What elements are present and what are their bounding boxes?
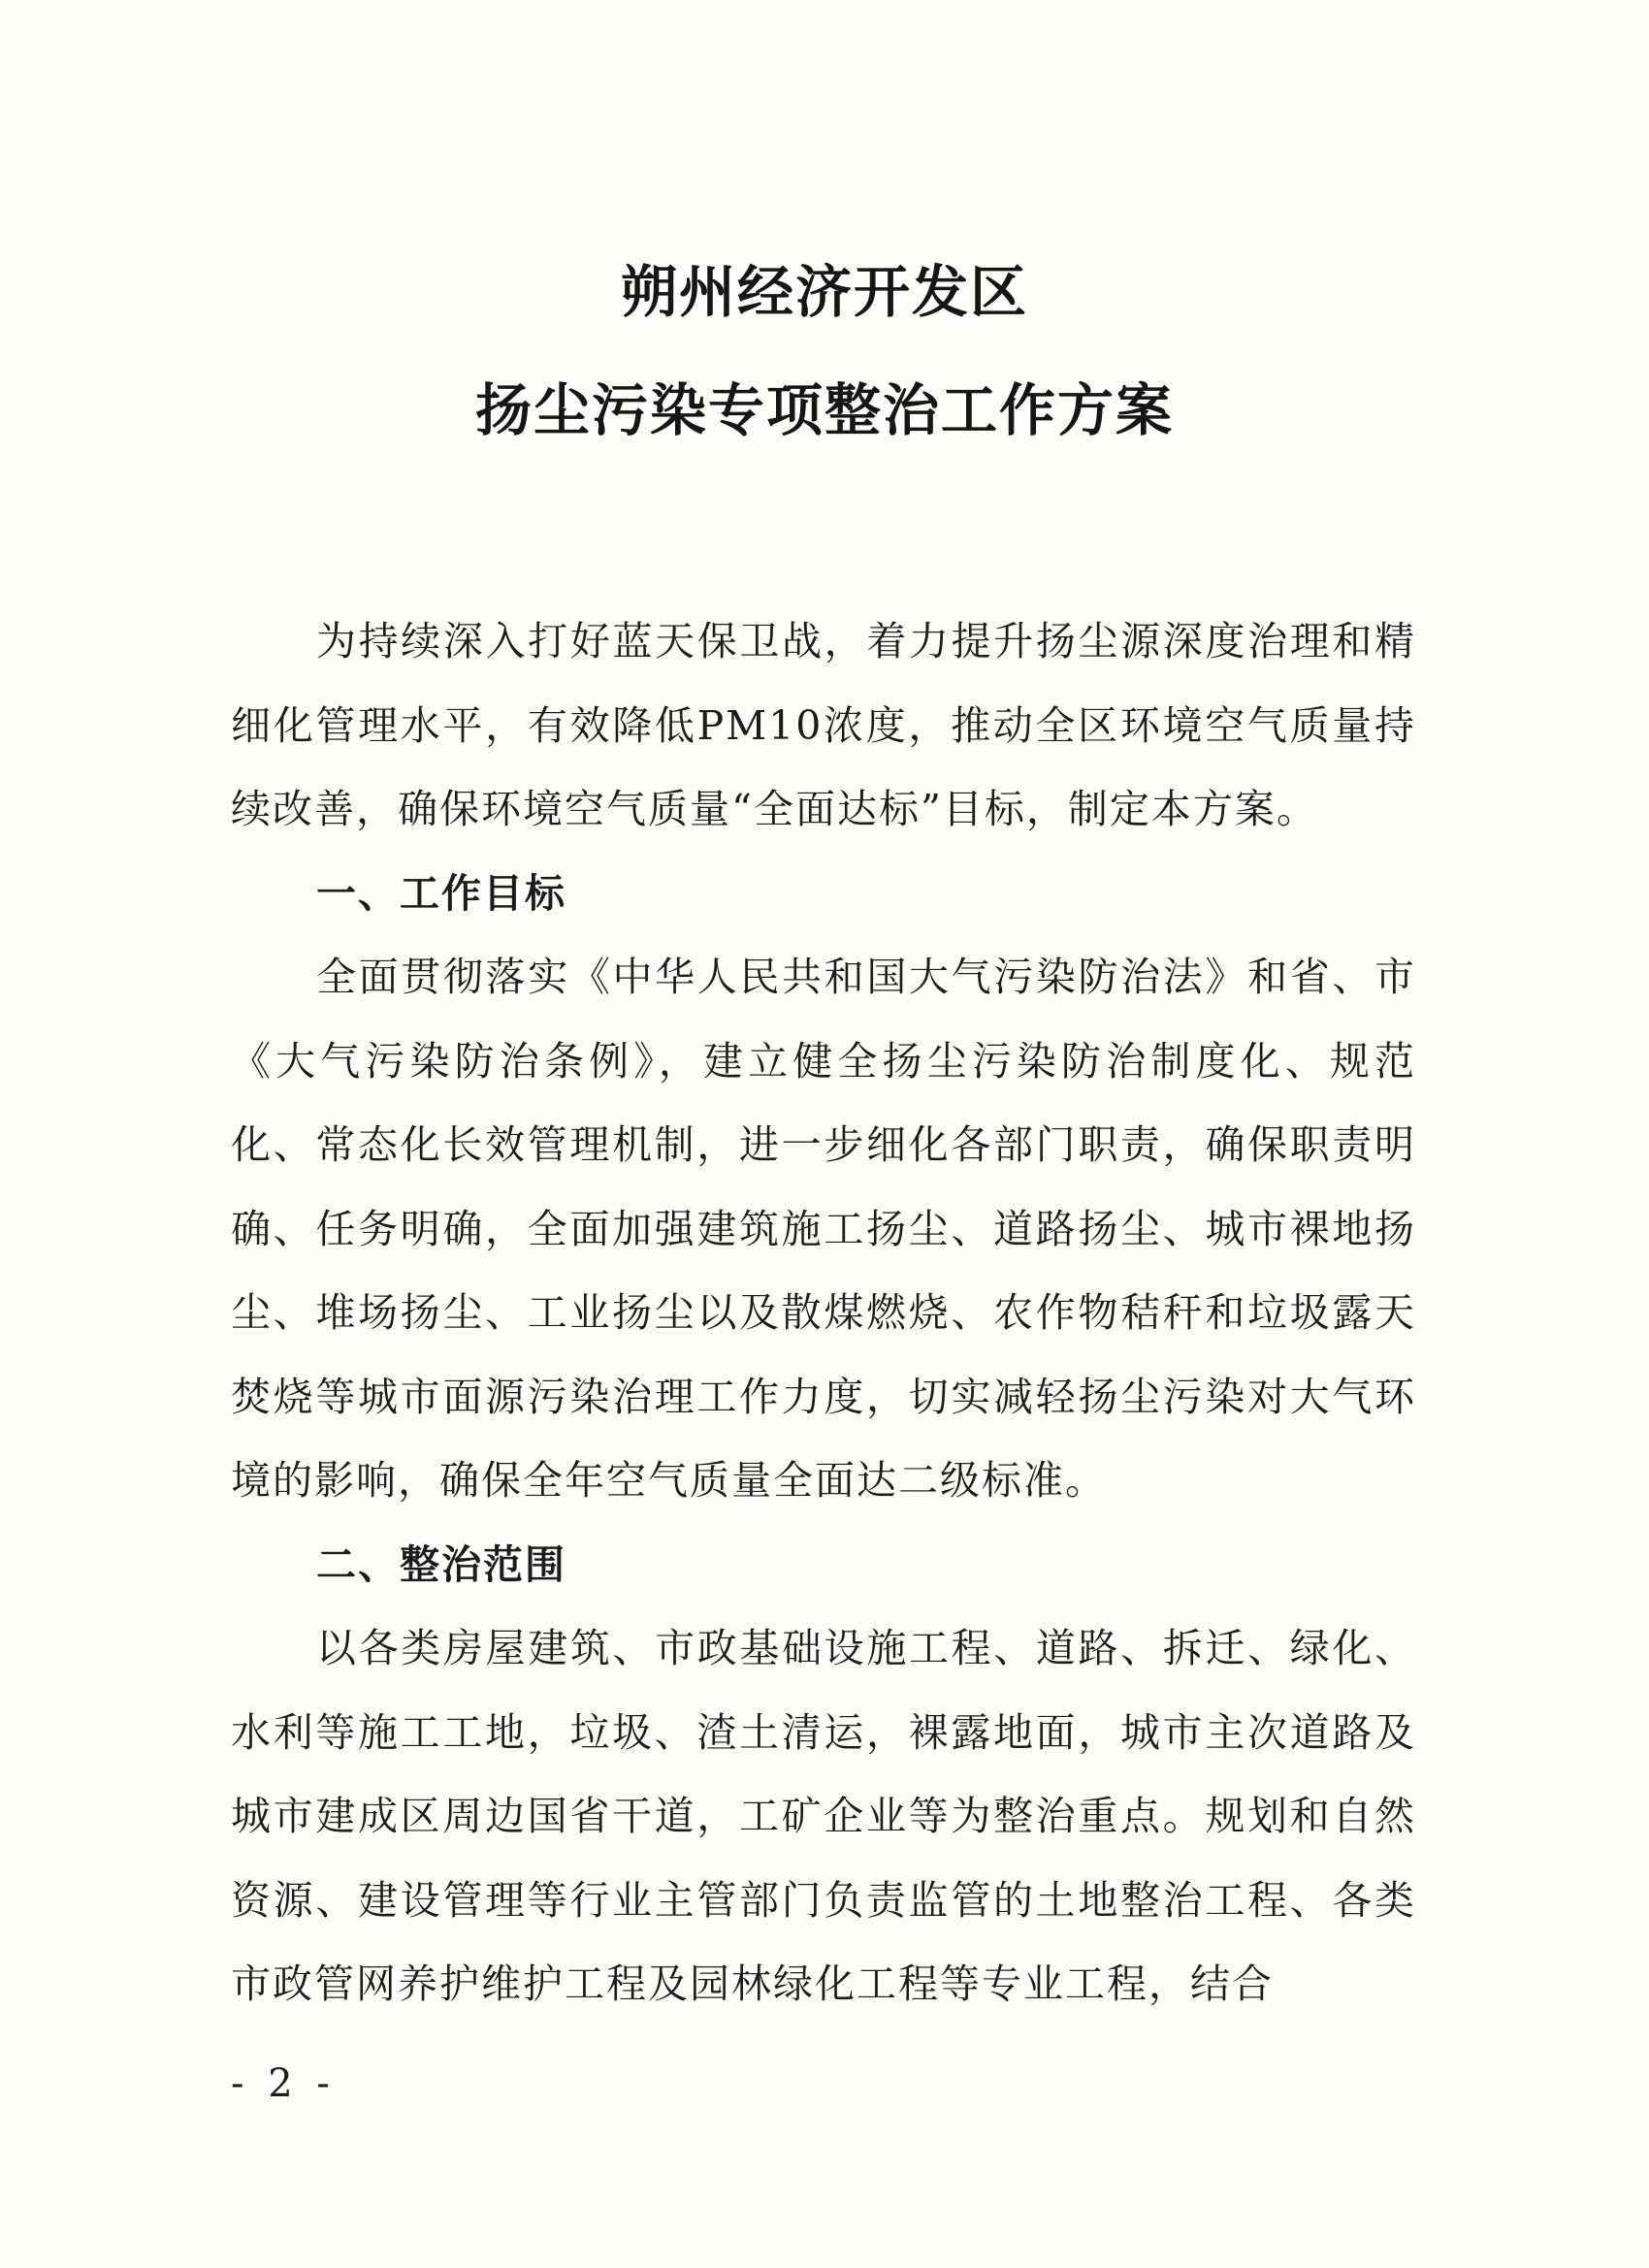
title-line-1: 朔州经济开发区 (620, 259, 1028, 325)
section-heading-scope: 二、整治范围 (316, 1540, 566, 1588)
section-heading-work-goals: 一、工作目标 (316, 869, 566, 917)
document-body (231, 599, 1416, 2026)
title-line-2: 扬尘污染专项整治工作方案 (474, 377, 1174, 443)
page-number: - 2 - (231, 2061, 336, 2106)
document-title (0, 259, 1649, 443)
section-paragraph-scope: 以各类房屋建筑、市政基础设施工程、道路、拆迁、绿化、水利等施工工地，垃圾、渣土清运，裸露地面，城市主次道路及城市建成区周边国省干道，工矿企业等为整治重点。规划和自然资源、建设管理等行业主管部门负责监管的土地整治工程、各类市政管网养护维护工程及园林绿化工程等专业工程，结合 (231, 1625, 1416, 2007)
intro-paragraph: 为持续深入打好蓝天保卫战，着力提升扬尘源深度治理和精细化管理水平，有效降低PM10浓度，推动全区环境空气质量持续改善，确保环境空气质量“全面达标”目标，制定本方案。 (231, 618, 1416, 832)
section-paragraph-work-goals: 全面贯彻落实《中华人民共和国大气污染防治法》和省、市《大气污染防治条例》，建立健全扬尘污染防治制度化、规范化、常态化长效管理机制，进一步细化各部门职责，确保职责明确、任务明确，全面加强建筑施工扬尘、道路扬尘、城市裸地扬尘、堆场扬尘、工业扬尘以及散煤燃烧、农作物秸秆和垃圾露天焚烧等城市面源污染治理工作力度，切实减轻扬尘污染对大气环境的影响，确保全年空气质量全面达二级标准。 (231, 954, 1416, 1504)
